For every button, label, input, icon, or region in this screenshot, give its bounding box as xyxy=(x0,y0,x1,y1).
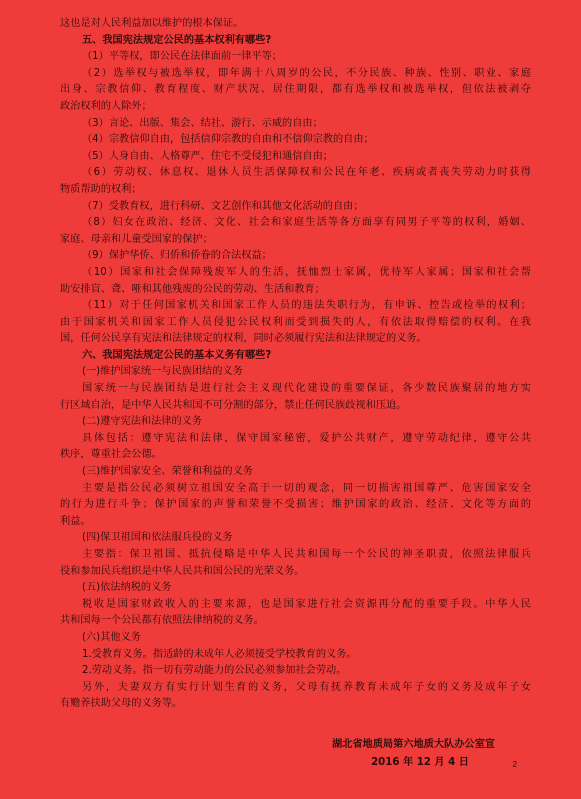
text-line: 主要指：保卫祖国、抵抗侵略是中华人民共和国每一个公民的神圣职责，依照法律服兵 xyxy=(82,549,531,560)
subsection-heading: (五)依法纳税的义务 xyxy=(82,582,172,594)
text-line: 另外，夫妻双方有实行计划生育的义务，父母有抚养教育未成年子女的义务及成年子女 xyxy=(82,681,531,693)
text-line: 税收是国家财政收入的主要来源，也是国家进行社会资源再分配的重要手段。中华人民 xyxy=(82,598,531,610)
subsection-heading: (六)其他义务 xyxy=(82,631,141,643)
text-line: 出身、宗教信仰、教育程度、财产状况、居住期限，都有选举权和被选举权，但依法被剥夺 xyxy=(60,84,531,96)
subsection-heading: (一)维护国家统一与民族团结的义务 xyxy=(82,366,243,378)
page-number: 2 xyxy=(512,760,517,769)
text-line: （3）言论、出版、集会、结社、游行、示威的自由； xyxy=(82,117,323,129)
text-line: （9）保护华侨、归侨和侨眷的合法权益； xyxy=(82,250,272,262)
document-body xyxy=(60,16,531,713)
text-line: 这也是对人民利益加以维护的根本保证。 xyxy=(60,18,244,29)
text-line: 2.劳动义务。指一切有劳动能力的公民必须参加社会劳动。 xyxy=(82,665,347,677)
text-line: （2）选举权与被选举权，即年满十八周岁的公民，不分民族、种族、性别、职业、家庭 xyxy=(82,67,531,79)
section-heading: 五、我国宪法规定公民的基本权利有哪些? xyxy=(82,34,272,46)
text-line: 利益。 xyxy=(60,515,91,527)
text-line: 秩序，尊重社会公德。 xyxy=(60,449,162,461)
text-line: （1）平等权，即公民在法律面前一律平等； xyxy=(82,51,283,63)
text-line: （6）劳动权、休息权、退休人员生活保障权和公民在年老、疾病或者丧失劳动力时获得 xyxy=(82,167,531,179)
text-line: 的行为进行斗争；保护国家的声誉和荣誉不受损害；维护国家的政治、经济、文化等方面的 xyxy=(60,499,531,511)
text-line: 共和国每一个公民都有依照法律纳税的义务。 xyxy=(60,615,264,627)
text-line: （5）人身自由、人格尊严、住宅不受侵犯和通信自由； xyxy=(82,150,333,162)
text-line: （10）国家和社会保障残废军人的生活，抚恤烈士家属，优待军人家属；国家和社会帮 xyxy=(82,266,531,278)
subsection-heading: (三)维护国家安全、荣誉和利益的义务 xyxy=(82,466,253,478)
subsection-heading: (四)保卫祖国和依法服兵役的义务 xyxy=(82,532,233,544)
text-line: （8）妇女在政治、经济、文化、社会和家庭生活等各方面享有同男子平等的权利，婚姻、 xyxy=(82,217,531,229)
text-line: 家庭、母亲和儿童受国家的保护； xyxy=(60,233,213,245)
text-line: 具体包括：遵守宪法和法律，保守国家秘密，爱护公共财产，遵守劳动纪律，遵守公共 xyxy=(82,432,531,444)
issuer-name: 湖北省地质局第六地质大队办公室宣 xyxy=(332,739,495,750)
issue-date: 2016 年 12 月 4 日 xyxy=(371,757,469,768)
text-line: 1.受教育义务。指适龄的未成年人必须接受学校教育的义务。 xyxy=(82,648,357,660)
text-line: 国，任何公民享有宪法和法律规定的权利，同时必须履行宪法和法律规定的义务。 xyxy=(60,333,427,345)
text-line: （7）受教育权，进行科研、文艺创作和其他文化活动的自由； xyxy=(82,200,364,212)
text-line: 行区域自治，是中华人民共和国不可分割的部分，禁止任何民族歧视和压迫。 xyxy=(60,399,407,411)
text-line: 主要是指公民必须树立祖国安全高于一切的观念，同一切损害祖国尊严、危害国家安全 xyxy=(82,482,531,494)
text-line: （4）宗教信仰自由，包括信仰宗教的自由和不信仰宗教的自由； xyxy=(82,134,374,146)
text-line: 物质帮助的权利； xyxy=(60,183,142,195)
text-line: 役和参加民兵组织是中华人民共和国公民的光荣义务。 xyxy=(60,565,305,577)
text-line: （11）对于任何国家机关和国家工作人员的违法失职行为，有申诉、控告或检举的权利； xyxy=(82,300,531,312)
text-line: 国家统一与民族团结是进行社会主义现代化建设的重要保证，各少数民族聚居的地方实 xyxy=(82,383,531,395)
subsection-heading: (二)遵守宪法和法律的义务 xyxy=(82,416,203,428)
text-line: 由于国家机关和国家工作人员侵犯公民权利而受到损失的人，有依法取得赔偿的权利。在我 xyxy=(60,316,531,328)
section-heading: 六、我国宪法规定公民的基本义务有哪些? xyxy=(82,349,272,361)
text-line: 有赡养扶助父母的义务等。 xyxy=(60,698,183,710)
text-line: 政治权利的人除外； xyxy=(60,100,152,112)
text-line: 助安排盲、聋、哑和其他残废的公民的劳动、生活和教育； xyxy=(60,283,325,295)
